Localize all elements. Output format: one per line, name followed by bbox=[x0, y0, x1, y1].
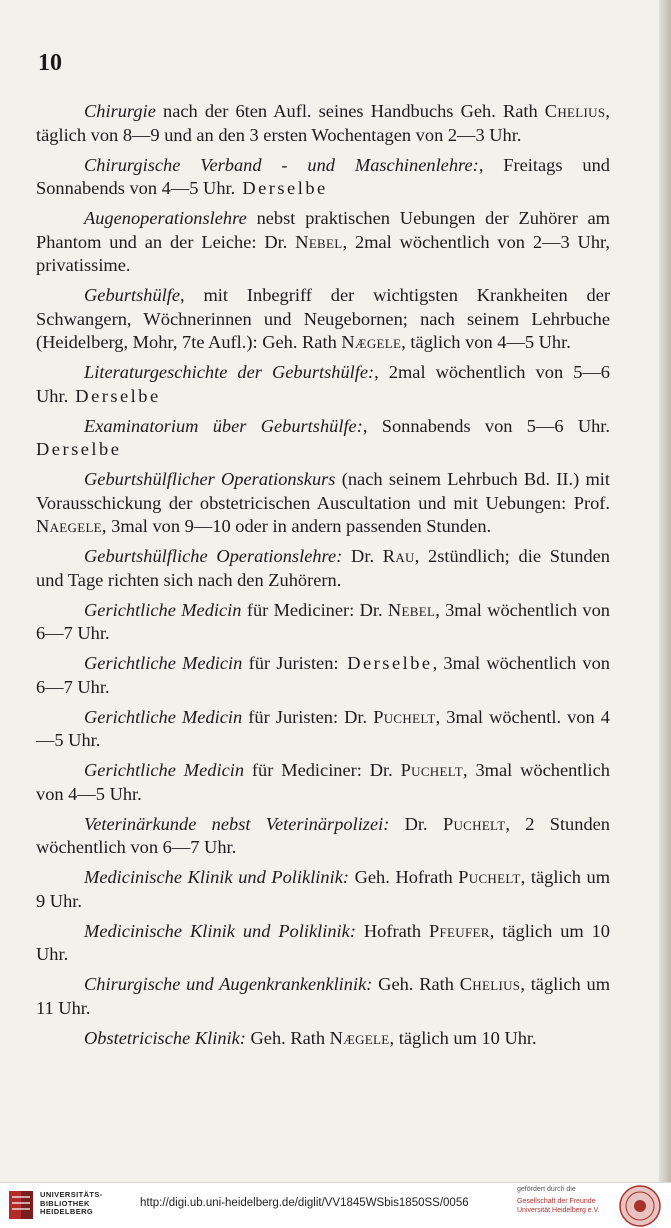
lecture-text: , mit Inbegriff der wichtigsten Krankheiten der Schwangern, Wöchnerinnen und Neugebornen; nach seinem Lehrbuche (Heidelberg, Mohr, 7te Aufl.): Geh. Rath bbox=[36, 285, 610, 352]
lecture-entry bbox=[36, 284, 610, 355]
lecture-text: nebst praktischen Uebungen der Zuhörer am Phantom und an der Leiche: Dr. bbox=[36, 208, 610, 252]
lecture-text: Dr. bbox=[389, 813, 443, 834]
lecture-entry bbox=[36, 706, 610, 753]
lecturer-name: Nebel bbox=[295, 231, 343, 252]
lecture-entry bbox=[36, 100, 610, 147]
lecture-text: für Mediciner: Dr. bbox=[241, 599, 388, 620]
lecturer-name: Puchelt bbox=[373, 706, 436, 727]
lecture-entry bbox=[36, 415, 610, 462]
lecture-entry bbox=[36, 973, 610, 1020]
lecture-entry bbox=[36, 1027, 610, 1051]
lecture-text: Geh. Rath bbox=[245, 1027, 330, 1048]
lecture-entry bbox=[36, 545, 610, 592]
lecture-schedule: , 3mal wöchentlich von 6—7 Uhr. bbox=[36, 599, 610, 643]
lecturer-name: Puchelt bbox=[442, 813, 506, 834]
lecture-entry bbox=[36, 652, 610, 699]
sponsor-label: gefördert durch die bbox=[517, 1186, 576, 1193]
lecturer-name: Rau bbox=[382, 546, 415, 566]
lecture-entry bbox=[36, 599, 610, 646]
lecturer-name: Puchelt bbox=[400, 760, 464, 780]
lecture-text: für Mediciner: Dr. bbox=[244, 760, 401, 780]
lecturer-ref: Derselbe bbox=[235, 178, 328, 198]
lecture-subject: Chirurgische Verband - und Maschinenlehre: bbox=[84, 154, 479, 175]
lecture-text: , 2mal wöchentlich von 5—6 Uhr. bbox=[36, 362, 610, 406]
lecture-schedule: , 3mal wöchentlich von 6—7 Uhr. bbox=[36, 653, 610, 697]
lecture-subject: Gerichtliche Medicin bbox=[84, 653, 243, 673]
lecture-schedule: , 3mal wöchentlich von 4—5 Uhr. bbox=[36, 760, 610, 804]
lecture-entry bbox=[36, 468, 610, 539]
lecture-entry bbox=[36, 920, 610, 967]
lecture-text: für Juristen: Dr. bbox=[242, 706, 374, 727]
lecture-subject: Gerichtliche Medicin bbox=[84, 760, 245, 780]
lecture-text: , Sonnabends von 5—6 Uhr. bbox=[362, 415, 611, 436]
lecturer-name: Naegele bbox=[36, 516, 102, 536]
lecture-subject: Medicinische Klinik und Poliklinik: bbox=[84, 920, 356, 941]
lecture-subject: Augenoperationslehre bbox=[84, 208, 247, 228]
lecture-entry bbox=[36, 154, 610, 201]
lecture-subject: Gerichtliche Medicin bbox=[84, 599, 242, 620]
lecturer-name: Nægele bbox=[341, 332, 402, 352]
source-url-link[interactable]: http://digi.ub.uni-heidelberg.de/diglit/VV1845WSbis1850SS/0056 bbox=[140, 1197, 469, 1209]
library-logo-icon bbox=[6, 1187, 36, 1223]
lecture-text: nach der 6ten Aufl. seines Handbuchs Geh. Rath bbox=[155, 101, 545, 121]
lecture-entry bbox=[36, 759, 610, 806]
lecturer-name: Chelius bbox=[459, 974, 521, 994]
lecturer-ref: Derselbe bbox=[68, 385, 161, 406]
lecturer-name: Puchelt bbox=[458, 867, 521, 887]
lecturer-name: Pfeufer bbox=[428, 920, 490, 941]
sponsor-name: Gesellschaft der Freunde Universität Heidelberg e.V. bbox=[517, 1198, 600, 1214]
lecture-schedule: , 2mal wöchentlich von 2—3 Uhr, privatissime. bbox=[36, 231, 610, 275]
lecture-entry bbox=[36, 361, 610, 408]
lecture-entry bbox=[36, 866, 610, 913]
lecture-text: Hofrath bbox=[355, 920, 429, 941]
lecture-schedule: , täglich um 11 Uhr. bbox=[36, 974, 611, 1018]
lecture-subject: Chirurgische und Augenkrankenklinik: bbox=[84, 974, 373, 994]
lecture-schedule: , 2 Stunden wöchentlich von 6—7 Uhr. bbox=[36, 813, 610, 857]
lecture-subject: Geburtshülfe bbox=[84, 285, 181, 305]
lecturer-name: Nægele bbox=[329, 1027, 390, 1048]
footer-bar bbox=[0, 1182, 671, 1228]
lecture-entry bbox=[36, 813, 610, 860]
lecture-subject: Gerichtliche Medicin bbox=[84, 706, 243, 727]
lecture-schedule: , täglich um 10 Uhr. bbox=[36, 920, 610, 964]
lecture-text: für Juristen: bbox=[242, 653, 339, 673]
lecture-schedule: , täglich von 4—5 Uhr. bbox=[401, 332, 571, 352]
lecture-schedule: , 3mal von 9—10 oder in andern passenden Stunden. bbox=[101, 516, 492, 536]
page-number: 10 bbox=[38, 50, 62, 76]
lecture-subject: Veterinärkunde nebst Veterinärpolizei: bbox=[84, 813, 390, 834]
lecture-schedule: , täglich um 9 Uhr. bbox=[36, 867, 610, 911]
lecture-subject: Medicinische Klinik und Poliklinik: bbox=[84, 867, 350, 887]
lecture-subject: Geburtshülflicher Operationskurs bbox=[84, 469, 336, 489]
lecture-text: , Freitags und Sonnabends von 4—5 Uhr. bbox=[36, 154, 610, 198]
lecture-schedule: , 2stündlich; die Stunden und Tage richten sich nach den Zuhörern. bbox=[36, 546, 610, 590]
lecture-text: (nach seinem Lehrbuch Bd. II.) mit Vorausschickung der obstetricischen Auscultation und mit Uebungen: Prof. bbox=[36, 469, 610, 513]
lecturer-name: Chelius bbox=[544, 101, 606, 121]
lecture-schedule: , 3mal wöchentl. von 4—5 Uhr. bbox=[36, 706, 610, 750]
lecturer-ref: Derselbe bbox=[36, 439, 122, 459]
lecture-subject: Examinatorium über Geburtshülfe: bbox=[84, 415, 363, 436]
lecture-text: Geh. Hofrath bbox=[349, 867, 459, 887]
lecture-schedule: , täglich um 10 Uhr. bbox=[389, 1027, 537, 1048]
lecture-subject: Obstetricische Klinik: bbox=[84, 1027, 246, 1048]
lecture-subject: Chirurgie bbox=[84, 101, 156, 121]
lecture-text: Geh. Rath bbox=[372, 974, 460, 994]
lecture-subject: Geburtshülfliche Operationslehre: bbox=[84, 546, 343, 566]
lecture-schedule: , täglich von 8—9 und an den 3 ersten Wochentagen von 2—3 Uhr. bbox=[36, 101, 610, 145]
lecturer-ref: Derselbe bbox=[338, 653, 433, 673]
lecture-text: Dr. bbox=[342, 546, 383, 566]
library-name: UNIVERSITÄTS- BIBLIOTHEK HEIDELBERG bbox=[40, 1190, 103, 1216]
lecture-list bbox=[36, 100, 610, 1057]
lecture-subject: Literaturgeschichte der Geburtshülfe: bbox=[84, 362, 375, 382]
lecturer-name: Nebel bbox=[387, 599, 436, 620]
lecture-entry bbox=[36, 207, 610, 278]
page-edge-shadow bbox=[659, 0, 671, 1182]
university-seal-icon bbox=[618, 1184, 662, 1228]
